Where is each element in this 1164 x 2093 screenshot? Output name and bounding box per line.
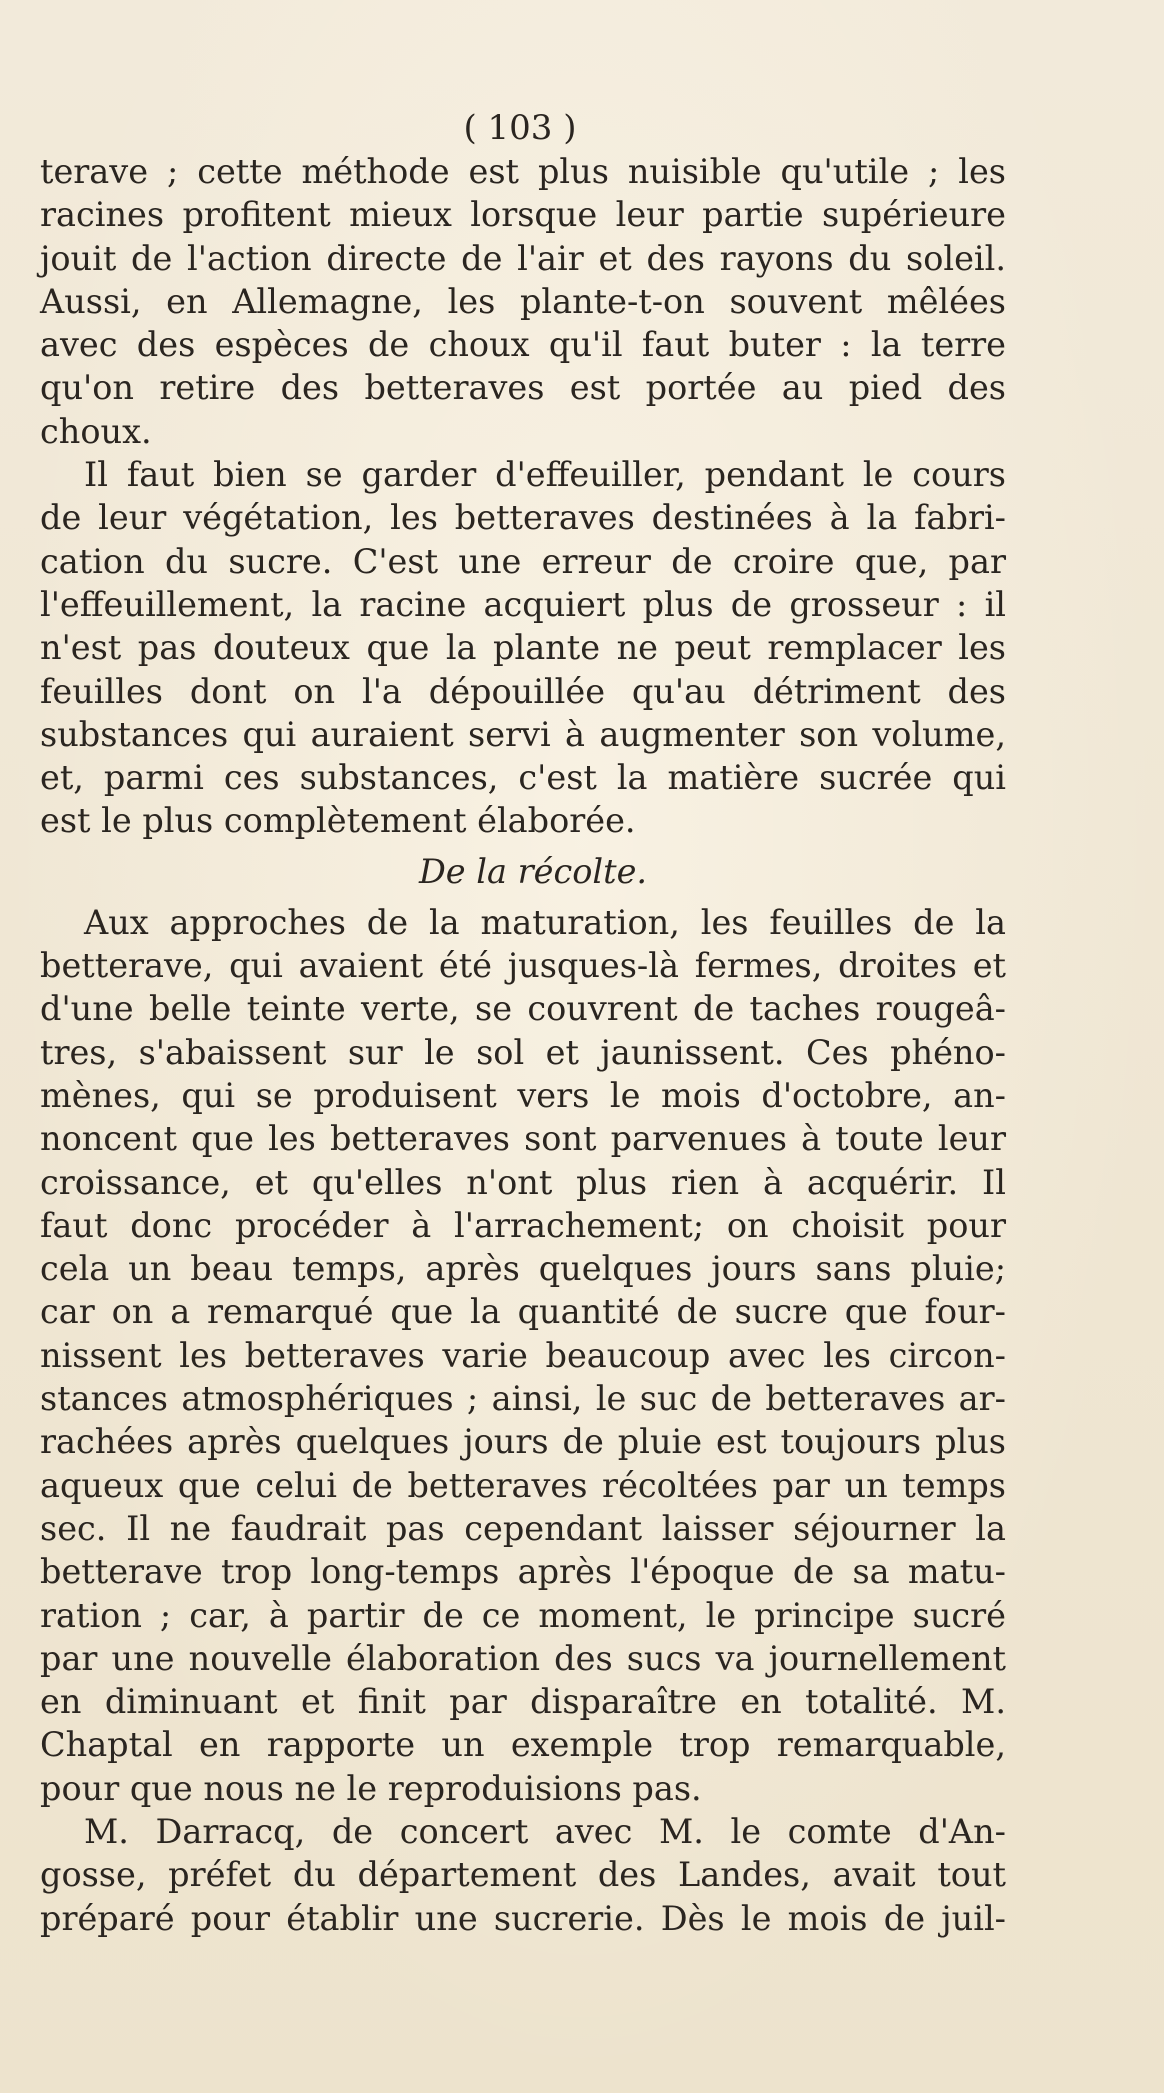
- text-line: choux.: [40, 411, 152, 451]
- paragraph: [40, 1810, 1006, 1940]
- text-line: qu'on retire des betteraves est portée au pied des: [40, 368, 1006, 408]
- text-line: jouit de l'action directe de l'air et des rayons du soleil.: [40, 238, 1006, 278]
- text-line: racines profitent mieux lorsque leur partie supérieure: [40, 195, 1006, 235]
- text-line: de leur végétation, les betteraves destinées à la fabri-: [40, 498, 1006, 538]
- paragraph: [40, 901, 1006, 1810]
- text-line: substances qui auraient servi à augmenter son volume,: [40, 714, 1006, 754]
- text-line: terave ; cette méthode est plus nuisible qu'utile ; les: [40, 152, 1006, 191]
- text-line: Il faut bien se garder d'effeuiller, pendant le cours: [84, 455, 1006, 495]
- text-line: car on a remarqué que la quantité de sucre que four-: [40, 1292, 1006, 1332]
- text-line: cation du sucre. C'est une erreur de croire que, par: [40, 541, 1006, 581]
- text-line: l'effeuillement, la racine acquiert plus de grosseur : il: [40, 584, 1006, 624]
- text-line: préparé pour établir une sucrerie. Dès le mois de juil-: [40, 1898, 1006, 1938]
- text-line: sec. Il ne faudrait pas cependant laisser séjourner la: [40, 1508, 1006, 1548]
- page-body: [40, 150, 1006, 1940]
- text-line: est le plus complètement élaborée.: [40, 801, 636, 841]
- paragraph: [40, 453, 1006, 843]
- text-line: betterave trop long-temps après l'époque de sa matu-: [40, 1552, 1006, 1592]
- text-line: faut donc procéder à l'arrachement; on choisit pour: [40, 1205, 1006, 1245]
- text-line: betterave, qui avaient été jusques-là fermes, droites et: [40, 946, 1006, 986]
- text-line: gosse, préfet du département des Landes, avait tout: [40, 1855, 1006, 1895]
- paragraph: [40, 150, 1006, 453]
- text-line: et, parmi ces substances, c'est la matière sucrée qui: [40, 758, 1006, 798]
- text-line: croissance, et qu'elles n'ont plus rien à acquérir. Il: [40, 1162, 1006, 1202]
- section-heading: De la récolte.: [418, 851, 648, 891]
- text-line: feuilles dont on l'a dépouillée qu'au détriment des: [40, 671, 1006, 711]
- text-line: d'une belle teinte verte, se couvrent de taches rougeâ-: [40, 989, 1006, 1029]
- text-line: en diminuant et finit par disparaître en totalité. M.: [40, 1682, 1006, 1722]
- text-line: par une nouvelle élaboration des sucs va journellement: [40, 1638, 1006, 1678]
- page-number: ( 103 ): [463, 108, 577, 148]
- text-line: n'est pas douteux que la plante ne peut remplacer les: [40, 628, 1006, 668]
- text-line: aqueux que celui de betteraves récoltées par un temps: [40, 1465, 1006, 1505]
- text-line: Chaptal en rapporte un exemple trop remarquable,: [40, 1725, 1006, 1765]
- text-line: stances atmosphériques ; ainsi, le suc de betteraves ar-: [40, 1379, 1006, 1419]
- text-line: mènes, qui se produisent vers le mois d'octobre, an-: [40, 1075, 1006, 1115]
- text-line: noncent que les betteraves sont parvenues à toute leur: [40, 1119, 1006, 1159]
- text-line: Aussi, en Allemagne, les plante-t-on souvent mêlées: [40, 281, 1006, 321]
- text-line: pour que nous ne le reproduisions pas.: [40, 1768, 702, 1808]
- text-line: tres, s'abaissent sur le sol et jaunissent. Ces phéno-: [40, 1032, 1006, 1072]
- text-line: avec des espèces de choux qu'il faut buter : la terre: [40, 325, 1006, 365]
- text-line: ration ; car, à partir de ce moment, le principe sucré: [40, 1595, 1006, 1635]
- text-line: rachées après quelques jours de pluie est toujours plus: [40, 1422, 1006, 1462]
- text-line: Aux approches de la maturation, les feuilles de la: [84, 902, 1006, 942]
- text-line: M. Darracq, de concert avec M. le comte d'An-: [84, 1811, 1006, 1851]
- text-line: cela un beau temps, après quelques jours sans pluie;: [40, 1249, 1006, 1289]
- text-line: nissent les betteraves varie beaucoup avec les circon-: [40, 1335, 1006, 1375]
